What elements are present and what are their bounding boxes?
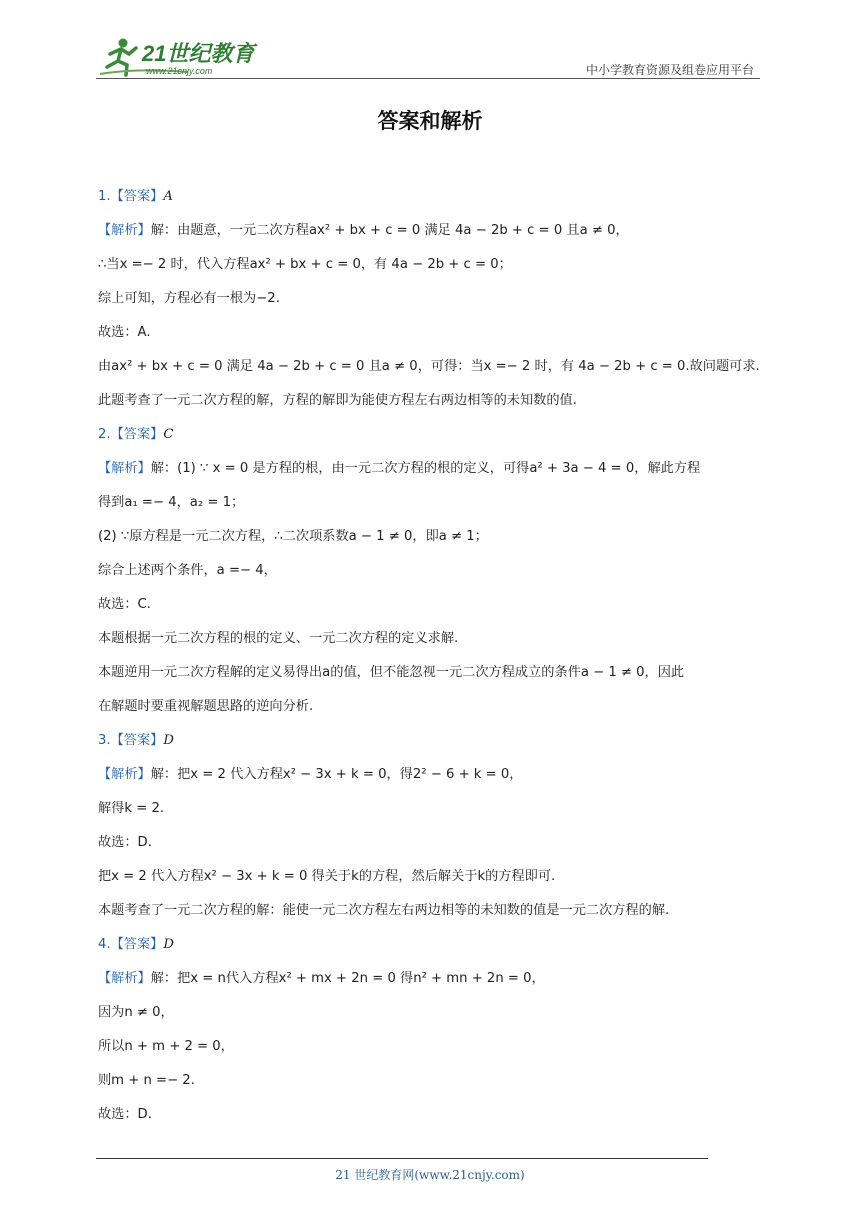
text-line: 在解题时要重视解题思路的逆向分析.: [98, 699, 314, 714]
answer-heading: [98, 724, 768, 758]
analysis-line: [98, 758, 768, 792]
header-divider: [96, 78, 760, 79]
answer-tag: 【答案】: [110, 427, 164, 442]
text-line: 本题逆用一元二次方程解的定义易得出a的值，但不能忽视一元二次方程成立的条件a − 1 ≠ 0，因此: [98, 665, 685, 680]
text-line: 本题根据一元二次方程的根的定义、一元二次方程的定义求解.: [98, 631, 459, 646]
analysis-line: [98, 214, 768, 248]
text-line: 得到a₁ =− 4，a₂ = 1；: [98, 495, 245, 510]
text-line: (2) ∵原方程是一元二次方程，∴二次项系数a − 1 ≠ 0，即a ≠ 1；: [98, 529, 488, 544]
answer-tag: 【答案】: [110, 733, 164, 748]
text-line: 因为n ≠ 0，: [98, 1005, 174, 1020]
text-line: 此题考查了一元二次方程的解，方程的解即为能使方程左右两边相等的未知数的值.: [98, 393, 577, 408]
text-line: 所以n + m + 2 = 0，: [98, 1039, 234, 1054]
logo-text: 21世纪教育: [142, 41, 255, 66]
page-header: [96, 34, 760, 80]
site-logo: [96, 34, 266, 80]
text-line: 本题考查了一元二次方程的解：能使一元二次方程左右两边相等的未知数的值是一元二次方程的解.: [98, 903, 670, 918]
answer-heading: [98, 928, 768, 962]
analysis-tag: 【解析】: [98, 971, 151, 986]
footer-text: 21 世纪教育网(www.21cnjy.com): [335, 1168, 525, 1182]
question-number: 4.: [98, 937, 111, 952]
text-line: 由ax² + bx + c = 0 满足 4a − 2b + c = 0 且a ≠ 0，可得：当x =− 2 时，有 4a − 2b + c = 0.故问题可求.: [98, 359, 760, 374]
text-line: 把x = 2 代入方程x² − 3x + k = 0 得关于k的方程，然后解关于k的方程即可.: [98, 869, 556, 884]
text-line: 综上可知，方程必有一根为−2.: [98, 291, 280, 306]
answer-choice: C: [163, 427, 174, 442]
answer-choice: D: [163, 937, 174, 952]
answer-heading: [98, 418, 768, 452]
answer-heading: [98, 180, 768, 214]
text-line: ∴当x =− 2 时，代入方程ax² + bx + c = 0，有 4a − 2b + c = 0；: [98, 257, 512, 272]
text-line: 故选：C.: [98, 597, 151, 612]
answer-tag: 【答案】: [110, 189, 164, 204]
analysis-tag: 【解析】: [98, 767, 151, 782]
page-title: 答案和解析: [377, 109, 483, 133]
analysis-tag: 【解析】: [98, 461, 151, 476]
analysis-line: [98, 962, 768, 996]
analysis-line: [98, 452, 768, 486]
analysis-text: 解：(1) ∵ x = 0 是方程的根，由一元二次方程的根的定义，可得a² + 3a − 4 = 0，解此方程: [150, 461, 701, 476]
answer-content: [98, 180, 768, 1132]
analysis-text: 解：由题意，一元二次方程ax² + bx + c = 0 满足 4a − 2b + c = 0 且a ≠ 0，: [150, 223, 629, 238]
text-line: 故选：A.: [98, 325, 151, 340]
text-line: 故选：D.: [98, 835, 152, 850]
answer-choice: D: [163, 733, 174, 748]
text-line: 综合上述两个条件，a =− 4，: [98, 563, 277, 578]
question-number: 2.: [98, 427, 111, 442]
analysis-text: 解：把x = 2 代入方程x² − 3x + k = 0，得2² − 6 + k = 0，: [150, 767, 523, 782]
logo-url: www.21cnjy.com: [146, 66, 213, 76]
text-line: 则m + n =− 2.: [98, 1073, 195, 1088]
answer-tag: 【答案】: [110, 937, 164, 952]
analysis-tag: 【解析】: [98, 223, 151, 238]
footer-divider: [96, 1158, 708, 1159]
header-platform-text: 中小学教育资源及组卷应用平台: [585, 63, 754, 77]
analysis-text: 解：把x = n代入方程x² + mx + 2n = 0 得n² + mn + 2n = 0，: [150, 971, 545, 986]
answer-choice: A: [163, 189, 173, 204]
text-line: 解得k = 2.: [98, 801, 165, 816]
question-number: 1.: [98, 189, 111, 204]
text-line: 故选：D.: [98, 1107, 152, 1122]
question-number: 3.: [98, 733, 111, 748]
